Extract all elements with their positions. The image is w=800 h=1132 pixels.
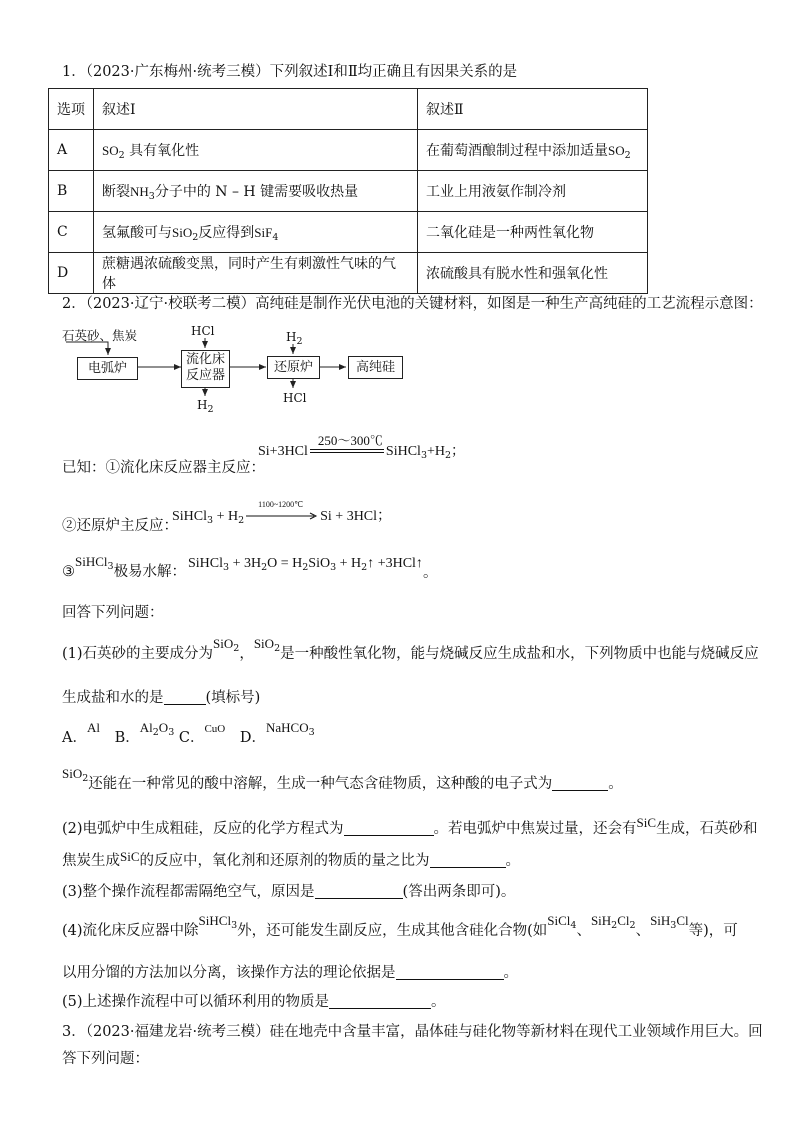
subscript: 3 — [168, 727, 175, 738]
eq-part: + 3H — [229, 556, 262, 571]
eq-condition: 250～300℃ — [317, 433, 383, 448]
subscript: 4 — [570, 920, 577, 931]
box-label: 反应器 — [185, 368, 225, 383]
formula: SiHCl — [198, 913, 232, 928]
option-c: C． — [178, 730, 205, 746]
eq-part: ↑ +3HCl↑ — [367, 556, 423, 571]
part-text: (填标号) — [205, 690, 261, 706]
eq-end: ； — [451, 443, 466, 459]
eq-condition-arrow — [244, 500, 320, 523]
subscript: 3 — [107, 561, 114, 572]
box-reduction-furnace: 还原炉 — [267, 356, 320, 379]
eq-left: SiHCl — [172, 509, 208, 524]
formula: CuO — [204, 723, 226, 735]
formula: SiH — [590, 913, 612, 928]
known-3 — [62, 554, 187, 581]
formula: H — [286, 330, 297, 344]
part-text: 。 — [505, 853, 521, 869]
subscript: 3 — [231, 920, 238, 931]
subscript: 2 — [82, 773, 89, 784]
known-1-prefix: 已知：①流化床反应器主反应： — [62, 460, 265, 476]
table-header-cell: 叙述Ⅰ — [94, 89, 418, 130]
statement-text: 具有氧化性 — [129, 143, 200, 159]
part-3 — [62, 880, 515, 901]
eq-left: Si+3HCl — [258, 444, 308, 459]
part-text: 焦炭生成 — [62, 853, 120, 869]
part-1-options — [62, 720, 315, 747]
part-text: (答出两条即可)。 — [402, 884, 516, 900]
arrow-icon — [244, 509, 320, 523]
part-text: 、 — [576, 923, 591, 939]
subscript: 3 — [223, 562, 230, 573]
statement-text: 反应得到 — [198, 225, 255, 241]
subscript: 3 — [207, 515, 214, 526]
equals-bar — [310, 449, 384, 453]
statement-text: 在葡萄酒酿制过程中添加适量 — [426, 143, 608, 159]
answer-blank[interactable] — [344, 821, 434, 836]
part-5 — [62, 990, 446, 1011]
eq-end: ； — [377, 508, 392, 524]
part-1-line-4 — [62, 766, 623, 793]
option-d: D． — [239, 730, 266, 746]
part-text: (3)整个操作流程都需隔绝空气，原因是 — [62, 884, 315, 900]
answer-blank[interactable] — [315, 884, 403, 899]
eq-part: SiO — [308, 556, 331, 571]
label-hcl-in: HCl — [191, 324, 215, 338]
subscript: 3 — [420, 450, 427, 461]
answer-prompt: 回答下列问题： — [62, 605, 164, 621]
part-1-line-2 — [62, 686, 260, 707]
subscript: 2 — [302, 562, 309, 573]
statement-text: 氢氟酸可与 — [102, 225, 172, 241]
part-text: (2)电弧炉中生成粗硅，反应的化学方程式为 — [62, 821, 344, 837]
part-text: 。 — [431, 994, 446, 1010]
statement-2: 浓硫酸具有脱水性和强氧化性 — [418, 253, 648, 294]
subscript: 2 — [238, 515, 245, 526]
q2-stem: 2．（2023·辽宁·校联考二模）高纯硅是制作光伏电池的关键材料，如图是一种生产高纯硅的工艺流程示意图： — [62, 296, 763, 312]
eq-end: 。 — [422, 565, 438, 581]
subscript: 2 — [296, 336, 303, 347]
known-3-prefix: ③ — [62, 564, 75, 580]
part-text: ， — [239, 646, 254, 662]
formula: SiO — [253, 636, 275, 651]
formula: SiHCl — [75, 554, 108, 569]
box-label: 流化床 — [185, 352, 225, 367]
subscript: 2 — [445, 450, 452, 461]
part-text: (5)上述操作流程中可以循环利用的物质是 — [62, 994, 330, 1010]
equation-2 — [172, 500, 392, 526]
part-text: 的反应中，氧化剂和还原剂的物质的量之比为 — [139, 853, 430, 869]
subscript: 2 — [361, 562, 368, 573]
subscript: 3 — [308, 727, 315, 738]
statement-1: 蔗糖遇浓硫酸变黑，同时产生有刺激性气味的气体 — [94, 253, 418, 294]
part-4-line-2 — [62, 961, 518, 982]
option-letter: C — [49, 212, 94, 253]
subscript: 2 — [152, 727, 159, 738]
label-hcl-out: HCl — [283, 391, 307, 405]
option-letter: A — [49, 130, 94, 171]
part-text: 生成盐和水的是 — [62, 690, 164, 706]
eq-right: SiHCl — [385, 444, 421, 459]
subscript: 2 — [629, 920, 636, 931]
answer-blank[interactable] — [430, 853, 506, 868]
input-label: 石英砂、焦炭 — [62, 328, 138, 343]
statement-text: 分子中的 N – H 键需要吸收热量 — [154, 184, 359, 200]
part-4-line-1 — [62, 913, 738, 940]
part-text: 还能在一种常见的酸中溶解，生成一种气态含硅物质，这种酸的电子式为 — [88, 776, 553, 792]
label-h2-in — [286, 330, 303, 347]
subscript: 2 — [611, 920, 618, 931]
formula: NH — [130, 184, 149, 199]
formula: SiO — [172, 225, 193, 240]
answer-blank[interactable] — [329, 994, 431, 1009]
subscript: 2 — [118, 150, 125, 161]
part-text: (1)石英砂的主要成分为 — [62, 646, 214, 662]
table-header-cell: 叙述Ⅱ — [418, 89, 648, 130]
part-2-line-1 — [62, 817, 758, 838]
q1-stem: 1．（2023·广东梅州·统考三模）下列叙述Ⅰ和Ⅱ均正确且有因果关系的是 — [62, 64, 518, 80]
subscript: 3 — [148, 191, 155, 202]
box-high-purity-silicon: 高纯硅 — [348, 356, 403, 379]
part-text: 。若电弧炉中焦炭过量，还会有 — [433, 821, 637, 837]
eq-condition-sign — [308, 433, 386, 459]
part-text: 外，还可能发生副反应，生成其他含硅化合物(如 — [237, 923, 548, 939]
subscript: 2 — [274, 643, 281, 654]
formula: Cl — [676, 913, 689, 928]
part-text: 生成，石英砂和 — [656, 821, 758, 837]
label-h2-out — [197, 398, 214, 415]
option-letter: D — [49, 253, 94, 294]
formula: NaHCO — [265, 720, 309, 735]
statement-2: 工业上用液氨作制冷剂 — [418, 171, 648, 212]
eq-part: + H — [336, 556, 362, 571]
subscript: 3 — [330, 562, 337, 573]
eq-left: + H — [213, 509, 239, 524]
option-a: A． — [62, 730, 87, 746]
formula: SiC — [120, 849, 140, 864]
equation-1 — [258, 433, 466, 461]
formula: SiO — [213, 636, 234, 651]
box-arc-furnace: 电弧炉 — [77, 357, 138, 380]
subscript: 2 — [624, 150, 631, 161]
part-text: (4)流化床反应器中除 — [62, 923, 199, 939]
subscript: 2 — [233, 643, 240, 654]
box-fluidized-bed-reactor — [181, 350, 230, 388]
formula: SO — [102, 143, 119, 158]
part-text: 。 — [503, 965, 518, 981]
part-text: 以用分馏的方法加以分离，该操作方法的理论依据是 — [62, 965, 396, 981]
formula: Al — [86, 720, 100, 735]
formula: SiH — [650, 913, 671, 928]
part-text: 。 — [608, 776, 623, 792]
part-text: 、 — [635, 923, 651, 939]
statement-2: 二氧化硅是一种两性氧化物 — [418, 212, 648, 253]
part-1-line-1 — [62, 636, 759, 663]
eq-right: +H — [426, 444, 445, 459]
equation-3 — [188, 551, 438, 581]
formula: SiCl — [547, 913, 571, 928]
part-2-line-2 — [62, 849, 520, 870]
formula: H — [197, 398, 208, 412]
q3-line-2: 答下列问题： — [62, 1051, 149, 1067]
subscript: 2 — [207, 404, 214, 415]
part-text: 等)，可 — [688, 923, 738, 939]
eq-right: Si + 3HCl — [320, 509, 378, 524]
known-2-prefix: ②还原炉主反应： — [62, 518, 178, 534]
formula: SiF — [254, 225, 273, 240]
answer-blank[interactable] — [396, 965, 504, 980]
eq-part: O = H — [267, 556, 303, 571]
eq-part: SiHCl — [188, 556, 224, 571]
statement-text: 断裂 — [102, 184, 130, 200]
formula: SO — [608, 143, 625, 158]
option-letter: B — [49, 171, 94, 212]
option-b: B． — [114, 730, 140, 746]
part-text: 是一种酸性氧化物，能与烧碱反应生成盐和水，下列物质中也能与烧碱反应 — [280, 646, 759, 662]
formula: Cl — [617, 913, 630, 928]
eq-condition: 1100~1200℃ — [258, 500, 304, 509]
formula: O — [158, 720, 169, 735]
answer-blank[interactable] — [164, 690, 206, 705]
table-header-cell: 选项 — [49, 89, 94, 130]
formula: SiC — [636, 815, 657, 830]
subscript: 2 — [192, 232, 199, 243]
subscript: 4 — [272, 232, 279, 243]
formula: Al — [139, 720, 153, 735]
answer-blank[interactable] — [552, 776, 608, 791]
known-3-text: 极易水解： — [113, 564, 187, 580]
subscript: 3 — [670, 920, 677, 931]
q3-line-1: 3．（2023·福建龙岩·统考三模）硅在地壳中含量丰富，晶体硅与硅化物等新材料在现代工业领域作用巨大。回 — [62, 1024, 763, 1040]
formula: SiO — [62, 766, 83, 781]
subscript: 2 — [261, 562, 268, 573]
